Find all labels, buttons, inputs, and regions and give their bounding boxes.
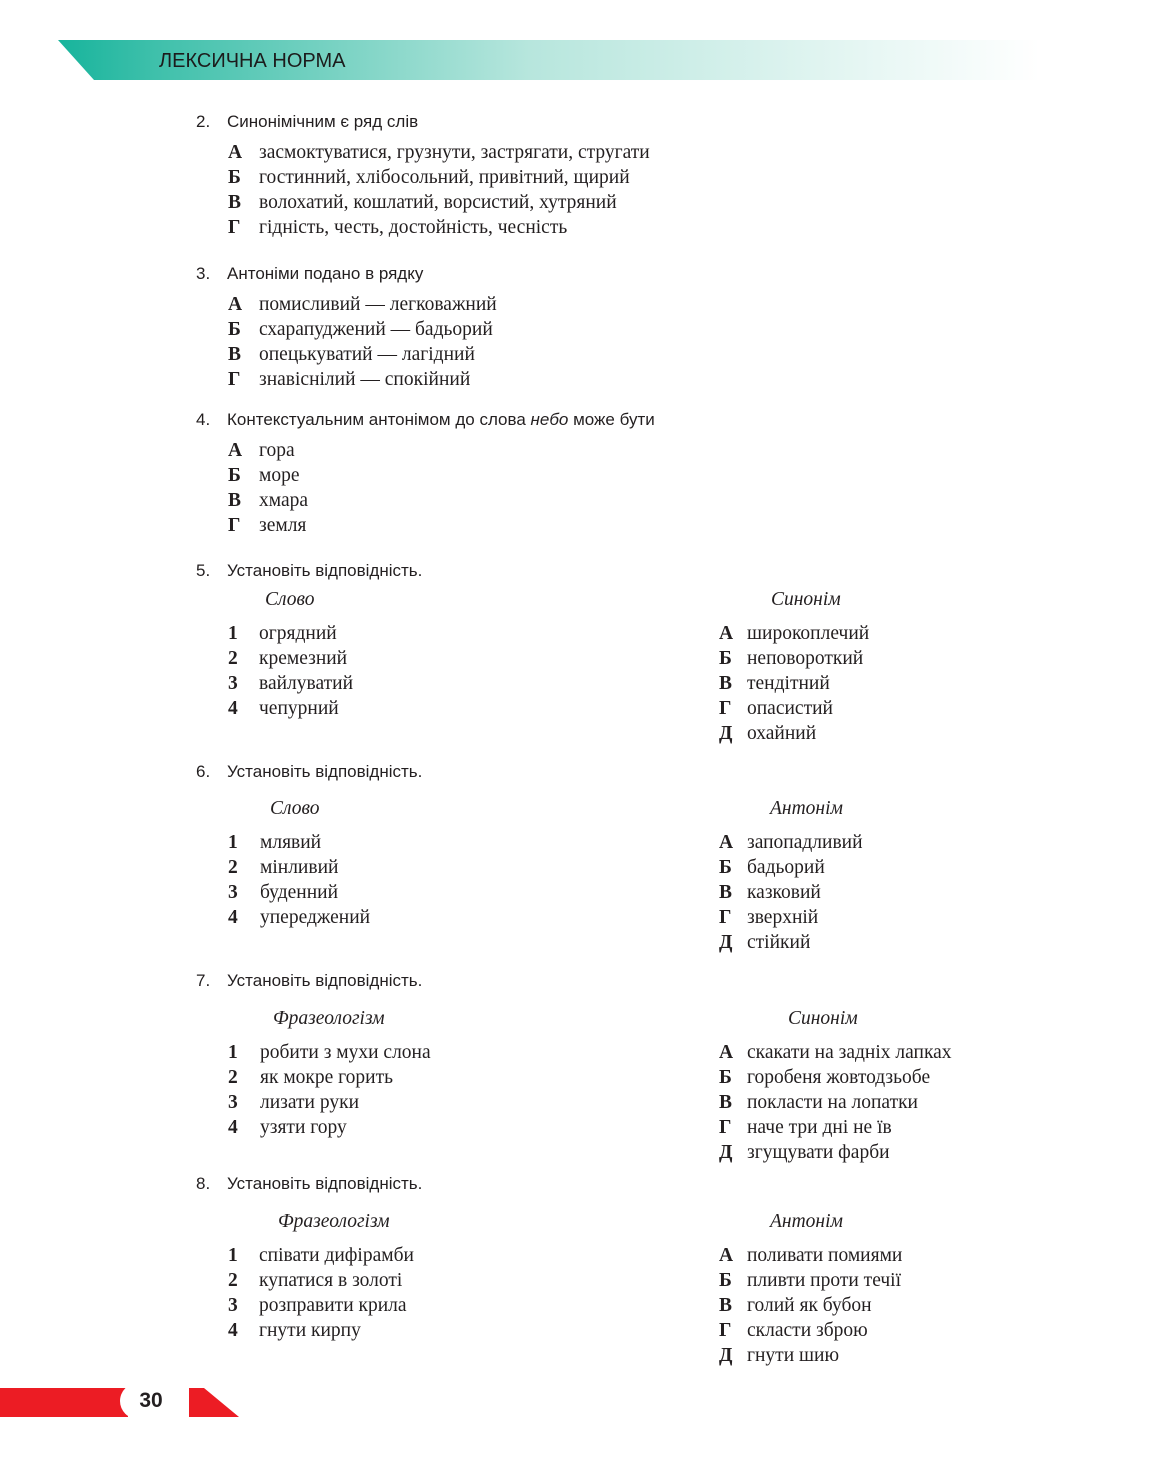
option-text: поливати помиями [747,1245,903,1266]
question-text: Установіть відповідність. [227,561,423,580]
option-text: гнути шию [747,1345,840,1366]
column-header-right: Синонім [771,589,841,610]
item-number: 4 [228,1320,238,1341]
option-letter: Б [719,648,732,669]
option-letter: А [228,440,243,461]
question-3-stem [196,262,423,286]
option-text: зверхній [747,907,819,928]
option-letter: А [719,1245,734,1266]
question-number: 6. [196,762,211,781]
option-letter: Б [228,465,241,486]
item-number: 2 [228,648,238,669]
footer-red-band [0,1388,128,1417]
option-text: море [259,465,300,486]
option-text: скласти зброю [747,1320,868,1341]
question-number: 5. [196,561,211,580]
item-text: як мокре горить [260,1067,394,1088]
column-header-left: Фразеологізм [273,1008,385,1029]
item-number: 3 [228,673,238,694]
item-number: 4 [228,1117,238,1138]
option-letter: В [719,1092,733,1113]
option-letter: Б [719,1067,732,1088]
option-text: опецькуватий — лагідний [259,344,475,365]
option-text: пливти проти течії [747,1270,902,1291]
page-number: 30 [139,1389,163,1412]
section-title: ЛЕКСИЧНА НОРМА [159,50,346,72]
option-letter: Б [228,319,241,340]
option-letter: В [719,1295,733,1316]
item-text: робити з мухи слона [260,1042,431,1063]
option-text: наче три дні не їв [747,1117,892,1138]
option-text: скакати на задніх лапках [747,1042,952,1063]
option-letter: В [228,490,242,511]
question-5-stem [196,559,422,583]
question-number: 8. [196,1174,211,1193]
question-number: 4. [196,410,211,429]
option-letter: В [719,882,733,903]
question-number: 7. [196,971,211,990]
question-text: Контекстуальним антонімом до слова [227,410,531,429]
column-header-right: Антонім [770,1211,843,1232]
item-number: 2 [228,857,238,878]
option-text: волохатий, кошлатий, ворсистий, хутряний [259,192,617,213]
item-text: співати дифірамби [259,1245,414,1266]
question-text: Установіть відповідність. [227,971,423,990]
column-header-right: Синонім [788,1008,858,1029]
item-number: 4 [228,907,238,928]
item-number: 1 [228,1245,238,1266]
option-text: запопадливий [747,832,863,853]
option-text: бадьорий [747,857,825,878]
option-text: охайний [747,723,817,744]
item-number: 3 [228,1295,238,1316]
option-text: помисливий — легковажний [259,294,497,315]
column-header-left: Фразеологізм [278,1211,390,1232]
option-text: гідність, честь, достойність, чесність [259,217,568,238]
question-text: Установіть відповідність. [227,1174,423,1193]
option-text: неповороткий [747,648,864,669]
question-2-stem [196,110,418,134]
footer-red-triangle [189,1388,239,1417]
item-text: млявий [260,832,322,853]
item-text: узяти гору [260,1117,347,1138]
item-text: огрядний [259,623,337,644]
item-text: кремезний [259,648,348,669]
item-text: мінливий [260,857,339,878]
option-letter: Г [719,698,732,719]
option-text: покласти на лопатки [747,1092,918,1113]
item-text: упереджений [260,907,371,928]
item-text: буденний [260,882,339,903]
option-letter: Б [719,857,732,878]
option-text: згущувати фарби [747,1142,890,1163]
item-text: розправити крила [259,1295,407,1316]
column-header-right: Антонім [770,798,843,819]
option-letter: В [719,673,733,694]
option-letter: А [719,1042,734,1063]
question-6-stem [196,760,422,784]
option-text: тендітний [747,673,830,694]
question-number: 3. [196,264,211,283]
option-text: засмоктуватися, грузнути, застрягати, стругати [259,142,650,163]
question-7-stem [196,969,422,993]
option-letter: Д [719,1142,733,1163]
item-number: 2 [228,1067,238,1088]
option-letter: Д [719,723,733,744]
option-letter: Б [228,167,241,188]
option-letter: Б [719,1270,732,1291]
item-number: 1 [228,623,238,644]
option-text: стійкий [747,932,811,953]
option-letter: А [228,142,243,163]
option-text: казковий [747,882,821,903]
option-text: горобеня жовтодзьобе [747,1067,931,1088]
question-number: 2. [196,112,211,131]
option-letter: Г [228,217,241,238]
item-number: 1 [228,832,238,853]
option-text: земля [259,515,307,536]
option-letter: А [228,294,243,315]
option-letter: А [719,623,734,644]
item-number: 3 [228,1092,238,1113]
option-text: широкоплечий [747,623,870,644]
option-text: опасистий [747,698,833,719]
question-text-end: може бути [568,410,655,429]
item-text: купатися в золоті [259,1270,403,1291]
column-header-left: Слово [265,589,315,610]
question-4-stem [196,408,655,432]
question-text: Установіть відповідність. [227,762,423,781]
question-text: Синонімічним є ряд слів [227,112,419,131]
option-letter: Г [228,515,241,536]
item-text: чепурний [259,698,339,719]
question-text: Антоніми подано в рядку [227,264,424,283]
item-text: вайлуватий [259,673,354,694]
item-number: 4 [228,698,238,719]
option-text: схарапуджений — бадьорий [259,319,493,340]
option-letter: Г [719,1320,732,1341]
option-letter: Д [719,1345,733,1366]
option-letter: Г [228,369,241,390]
item-text: гнути кирпу [259,1320,361,1341]
item-number: 1 [228,1042,238,1063]
option-letter: А [719,832,734,853]
question-8-stem [196,1172,422,1196]
option-text: хмара [259,490,309,511]
option-text: голий як бубон [747,1295,872,1316]
option-text: гора [259,440,295,461]
option-letter: Г [719,1117,732,1138]
column-header-left: Слово [270,798,320,819]
item-text: лизати руки [260,1092,360,1113]
option-text: гостинний, хлібосольний, привітний, щирий [259,167,630,188]
option-text: знавіснілий — спокійний [259,369,471,390]
option-letter: В [228,192,242,213]
option-letter: В [228,344,242,365]
item-number: 2 [228,1270,238,1291]
item-number: 3 [228,882,238,903]
option-letter: Д [719,932,733,953]
question-keyword: небо [530,410,569,429]
option-letter: Г [719,907,732,928]
